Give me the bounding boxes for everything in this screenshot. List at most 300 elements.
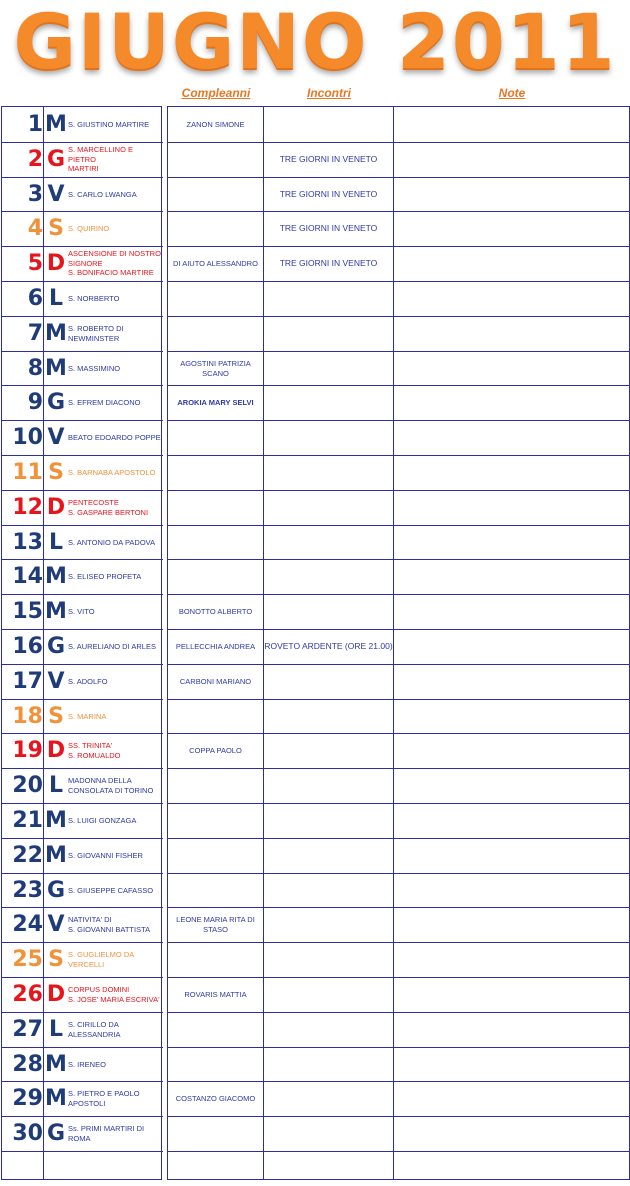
- saint-line: S. ELISEO PROFETA: [68, 571, 142, 581]
- saint-line: CONSOLATA DI TORINO: [68, 785, 154, 795]
- saint-text: [68, 1060, 106, 1070]
- saint-of-day: [68, 177, 162, 212]
- event-row: [168, 803, 630, 838]
- saint-line: S. ROMUALDO: [68, 750, 121, 760]
- day-number: 23: [12, 878, 43, 903]
- note-cell[interactable]: [394, 768, 630, 803]
- day-number: 22: [12, 843, 43, 868]
- meeting-cell[interactable]: TRE GIORNI IN VENETO: [279, 223, 378, 233]
- saint-text: [68, 915, 150, 934]
- weekday-letter: S: [48, 947, 64, 972]
- birthday-cell[interactable]: [168, 942, 263, 977]
- page-title: GIUGNO 2011: [13, 0, 617, 86]
- day-row: [2, 1047, 163, 1082]
- saint-text: [68, 851, 143, 861]
- column-header-notes: Note: [498, 86, 526, 100]
- note-cell[interactable]: [394, 246, 630, 281]
- birthday-cell[interactable]: [168, 177, 263, 212]
- saint-text: [68, 364, 120, 374]
- saint-of-day: [68, 559, 162, 594]
- saint-text: [68, 1124, 144, 1143]
- note-cell[interactable]: [394, 455, 630, 490]
- saint-of-day: [68, 907, 162, 942]
- birthday-cell[interactable]: [168, 699, 263, 734]
- meeting-cell[interactable]: TRE GIORNI IN VENETO: [279, 189, 378, 199]
- day-number: 15: [12, 599, 43, 624]
- day-number: 26: [12, 982, 43, 1007]
- day-number: 8: [27, 356, 43, 381]
- note-cell[interactable]: [394, 629, 630, 664]
- event-row: [168, 281, 630, 316]
- saint-of-day: [68, 1081, 162, 1116]
- saint-text: [68, 294, 119, 304]
- meeting-cell[interactable]: [264, 594, 393, 629]
- day-row: [2, 559, 163, 594]
- saint-line: SIGNORE: [68, 258, 103, 268]
- meeting-cell[interactable]: [264, 1116, 393, 1151]
- note-cell[interactable]: [394, 1047, 630, 1082]
- saint-line: NEWMINSTER: [68, 333, 120, 343]
- saint-line: S. CARLO LWANGA: [68, 189, 137, 199]
- day-row: [2, 177, 163, 212]
- saint-line: S. ANTONIO DA PADOVA: [68, 537, 156, 547]
- day-row: [2, 594, 163, 629]
- day-row: [2, 664, 163, 699]
- note-cell[interactable]: [394, 838, 630, 873]
- saint-line: S. GIOVANNI BATTISTA: [68, 924, 151, 934]
- birthday-cell[interactable]: ROVARIS MATTIA: [184, 989, 247, 999]
- day-row: [2, 768, 163, 803]
- saint-text: [68, 642, 156, 652]
- saint-text: [68, 1020, 121, 1039]
- birthday-cell[interactable]: [168, 838, 263, 873]
- birthday-cell[interactable]: [168, 281, 263, 316]
- weekday-letter: M: [45, 112, 67, 137]
- day-number: 1: [27, 112, 43, 137]
- saint-text: [68, 249, 161, 278]
- note-cell[interactable]: [394, 281, 630, 316]
- saint-text: [68, 398, 141, 408]
- event-row: [168, 977, 630, 1012]
- day-row: [2, 733, 163, 768]
- day-row: [2, 907, 163, 942]
- event-row: [168, 1116, 630, 1151]
- saint-text: [68, 224, 109, 234]
- saint-line: S. CIRILLO DA: [68, 1020, 119, 1029]
- saint-line: Ss. PRIMI MARTIRI DI: [68, 1124, 145, 1133]
- event-row: [168, 525, 630, 560]
- column-header-meetings: Incontri: [307, 86, 351, 100]
- saint-line: S. AURELIANO DI ARLES: [68, 641, 156, 651]
- meeting-cell[interactable]: TRE GIORNI IN VENETO: [279, 258, 378, 268]
- meeting-cell[interactable]: TRE GIORNI IN VENETO: [279, 154, 378, 164]
- saint-line: SS. TRINITA': [68, 741, 113, 750]
- day-row: [2, 385, 163, 420]
- event-row: [168, 142, 630, 177]
- note-cell[interactable]: [394, 594, 630, 629]
- day-row: [2, 246, 163, 281]
- saint-line: MADONNA DELLA: [68, 776, 132, 785]
- day-number: 6: [27, 286, 43, 311]
- note-cell[interactable]: [394, 316, 630, 351]
- day-row: [2, 977, 163, 1012]
- saint-line: ROMA: [68, 1133, 91, 1143]
- saint-line: S. VITO: [68, 606, 95, 616]
- meeting-cell[interactable]: [264, 664, 393, 699]
- birthday-cell[interactable]: BONOTTO ALBERTO: [178, 606, 253, 616]
- day-row: [2, 1012, 163, 1047]
- weekday-letter: M: [45, 808, 67, 833]
- event-row: [168, 594, 630, 629]
- birthday-cell[interactable]: AROKIA MARY SELVI: [177, 397, 254, 407]
- saint-of-day: [68, 977, 162, 1012]
- event-row: [168, 385, 630, 420]
- saint-of-day: [68, 1047, 162, 1082]
- day-number: 10: [12, 425, 43, 450]
- day-number: 25: [12, 947, 43, 972]
- weekday-letter: G: [46, 634, 66, 659]
- meeting-cell[interactable]: [264, 559, 393, 594]
- note-cell[interactable]: [394, 873, 630, 908]
- meeting-cell[interactable]: [264, 838, 393, 873]
- saint-text: [68, 741, 121, 760]
- birthday-cell[interactable]: [168, 316, 263, 351]
- birthday-cell[interactable]: [168, 1116, 263, 1151]
- day-number: 16: [12, 634, 43, 659]
- day-number: 20: [12, 773, 43, 798]
- saint-line: S. EFREM DIACONO: [68, 397, 141, 407]
- birthday-cell[interactable]: [168, 1012, 263, 1047]
- saint-of-day: [68, 873, 162, 908]
- day-number: 11: [12, 460, 43, 485]
- meeting-cell[interactable]: [264, 385, 393, 420]
- saint-line: NATIVITA' DI: [68, 915, 112, 924]
- weekday-letter: D: [46, 982, 66, 1007]
- saint-line: BEATO EDOARDO POPPE: [68, 432, 161, 442]
- weekday-letter: L: [48, 530, 64, 555]
- meeting-cell[interactable]: [264, 907, 393, 942]
- birthday-cell[interactable]: [168, 455, 263, 490]
- event-row: [168, 177, 630, 212]
- meeting-cell[interactable]: [264, 525, 393, 560]
- note-cell[interactable]: [394, 664, 630, 699]
- day-number: 21: [12, 808, 43, 833]
- saint-line: S. IRENEO: [68, 1059, 106, 1069]
- event-row: [168, 838, 630, 873]
- day-number: 30: [12, 1121, 43, 1146]
- weekday-letter: M: [45, 564, 67, 589]
- note-cell[interactable]: [394, 803, 630, 838]
- event-row: [168, 699, 630, 734]
- weekday-letter: M: [45, 1086, 67, 1111]
- day-number: 3: [27, 182, 43, 207]
- note-cell[interactable]: [394, 1116, 630, 1151]
- event-row: [168, 1151, 630, 1186]
- meeting-cell[interactable]: [264, 977, 393, 1012]
- saint-text: [68, 816, 136, 826]
- birthday-cell[interactable]: [168, 1151, 263, 1186]
- day-row: [2, 351, 163, 386]
- weekday-letter: V: [47, 669, 65, 694]
- saint-of-day: [68, 490, 162, 525]
- saint-text: [68, 572, 141, 582]
- saint-of-day: [68, 699, 162, 734]
- saint-of-day: [68, 803, 162, 838]
- weekday-letter: L: [48, 773, 64, 798]
- day-number: 4: [27, 216, 43, 241]
- day-number: 27: [12, 1017, 43, 1042]
- birthday-cell[interactable]: DI AIUTO ALESSANDRO: [173, 258, 258, 268]
- note-cell[interactable]: [394, 385, 630, 420]
- event-row: [168, 316, 630, 351]
- saint-text: [68, 677, 108, 687]
- saint-of-day: [68, 281, 162, 316]
- saint-line: S. GASPARE BERTONI: [68, 507, 149, 517]
- events-table: [167, 106, 630, 1180]
- saint-line: VERCELLI: [68, 959, 105, 969]
- event-row: [168, 768, 630, 803]
- weekday-letter: G: [46, 147, 66, 172]
- day-row: [2, 873, 163, 908]
- birthday-cell[interactable]: [168, 768, 263, 803]
- meeting-cell[interactable]: [264, 455, 393, 490]
- meeting-cell[interactable]: [264, 733, 393, 768]
- saint-of-day: [68, 142, 162, 177]
- saint-text: [68, 712, 106, 722]
- saint-of-day: [68, 664, 162, 699]
- note-cell[interactable]: [394, 490, 630, 525]
- note-cell[interactable]: [394, 1151, 630, 1186]
- meeting-cell[interactable]: [264, 1012, 393, 1047]
- birthday-cell[interactable]: ZANON SIMONE: [186, 119, 245, 129]
- day-row: [2, 838, 163, 873]
- event-row: [168, 664, 630, 699]
- note-cell[interactable]: [394, 525, 630, 560]
- saint-line: S. LUIGI GONZAGA: [68, 815, 137, 825]
- saint-text: [68, 538, 155, 548]
- saint-line: CORPUS DOMINI: [68, 985, 130, 994]
- saint-line: S. GIUSEPPE CAFASSO: [68, 885, 154, 895]
- saint-line: S. ADOLFO: [68, 676, 108, 686]
- saint-of-day: [68, 420, 162, 455]
- weekday-letter: D: [46, 738, 66, 763]
- birthday-cell[interactable]: [168, 525, 263, 560]
- note-cell[interactable]: [394, 942, 630, 977]
- event-row: [168, 873, 630, 908]
- meeting-cell[interactable]: [264, 873, 393, 908]
- birthday-cell[interactable]: PELLECCHIA ANDREA: [175, 641, 256, 651]
- note-cell[interactable]: [394, 420, 630, 455]
- weekday-letter: M: [45, 356, 67, 381]
- saint-of-day: [68, 107, 162, 142]
- weekday-letter: D: [46, 251, 66, 276]
- meeting-cell[interactable]: [264, 1081, 393, 1116]
- birthday-cell[interactable]: [168, 420, 263, 455]
- saint-text: [68, 498, 148, 517]
- saint-text: [68, 190, 137, 200]
- note-cell[interactable]: [394, 907, 630, 942]
- event-row: [168, 1047, 630, 1082]
- day-number: 2: [27, 147, 43, 172]
- saint-line: S. BARNABA APOSTOLO: [68, 467, 156, 477]
- note-cell[interactable]: [394, 699, 630, 734]
- saint-line: S. GUGLIELMO DA: [68, 950, 135, 959]
- day-row: [2, 1081, 163, 1116]
- saint-text: [68, 950, 134, 969]
- weekday-letter: G: [46, 1121, 66, 1146]
- saint-of-day: [68, 594, 162, 629]
- birthday-cell[interactable]: COSTANZO GIACOMO: [175, 1093, 256, 1103]
- event-row: [168, 942, 630, 977]
- day-number: 19: [12, 738, 43, 763]
- day-number: 14: [12, 564, 43, 589]
- saint-line: S. MARINA: [68, 711, 107, 721]
- day-row: [2, 525, 163, 560]
- birthday-cell[interactable]: CARBONI MARIANO: [179, 676, 252, 686]
- saint-text: [68, 145, 162, 174]
- day-row: [2, 490, 163, 525]
- day-number: 12: [12, 495, 43, 520]
- note-cell[interactable]: [394, 177, 630, 212]
- meeting-cell[interactable]: [264, 420, 393, 455]
- weekday-letter: V: [47, 182, 65, 207]
- meeting-cell[interactable]: [264, 316, 393, 351]
- weekday-letter: G: [46, 390, 66, 415]
- note-cell[interactable]: [394, 733, 630, 768]
- saint-line: S. ROBERTO DI: [68, 324, 124, 333]
- event-row: [168, 420, 630, 455]
- saint-text: [68, 1089, 140, 1108]
- saint-line: S. MASSIMINO: [68, 363, 121, 373]
- note-cell[interactable]: [394, 559, 630, 594]
- birthday-cell[interactable]: COPPA PAOLO: [189, 745, 242, 755]
- weekday-letter: M: [45, 1052, 67, 1077]
- saint-line: ALESSANDRIA: [68, 1029, 121, 1039]
- meeting-cell[interactable]: [264, 699, 393, 734]
- birthday-cell[interactable]: [168, 873, 263, 908]
- saint-line: S. MARCELLINO E PIETRO: [68, 145, 134, 164]
- birthday-cell[interactable]: LEONE MARIA RITA DI STASO: [176, 914, 255, 934]
- day-row: [2, 942, 163, 977]
- weekday-letter: L: [48, 1017, 64, 1042]
- saint-of-day: [68, 629, 162, 664]
- meeting-cell[interactable]: [264, 107, 393, 142]
- saint-of-day: [68, 455, 162, 490]
- birthday-cell[interactable]: AGOSTINI PATRIZIA SCANO: [180, 358, 251, 378]
- day-row: [2, 455, 163, 490]
- birthday-cell[interactable]: [168, 211, 263, 246]
- weekday-letter: D: [46, 495, 66, 520]
- note-cell[interactable]: [394, 142, 630, 177]
- column-header-birthdays: Compleanni: [181, 86, 251, 100]
- note-cell[interactable]: [394, 211, 630, 246]
- weekday-letter: V: [47, 425, 65, 450]
- day-number: 9: [27, 390, 43, 415]
- saint-text: [68, 468, 155, 478]
- day-number: 29: [12, 1086, 43, 1111]
- saint-of-day: [68, 1116, 162, 1151]
- event-row: [168, 107, 630, 142]
- note-cell[interactable]: [394, 977, 630, 1012]
- note-cell[interactable]: [394, 1012, 630, 1047]
- event-row: [168, 559, 630, 594]
- day-number: 13: [12, 530, 43, 555]
- saint-of-day: [68, 1012, 162, 1047]
- day-number: 7: [27, 321, 43, 346]
- meeting-cell[interactable]: [264, 1151, 393, 1186]
- weekday-letter: S: [48, 460, 64, 485]
- weekday-letter: M: [45, 843, 67, 868]
- day-row: [2, 803, 163, 838]
- birthday-cell[interactable]: [168, 142, 263, 177]
- saint-line: S. GIUSTINO MARTIRE: [68, 119, 150, 129]
- note-cell[interactable]: [394, 1081, 630, 1116]
- saint-line: ASCENSIONE DI NOSTRO: [68, 249, 161, 259]
- saint-of-day: [68, 316, 162, 351]
- saint-of-day: [68, 942, 162, 977]
- saint-line: S. GIOVANNI FISHER: [68, 850, 143, 860]
- birthday-cell[interactable]: [168, 490, 263, 525]
- day-row: [2, 316, 163, 351]
- weekday-letter: G: [46, 878, 66, 903]
- weekday-letter: V: [47, 912, 65, 937]
- weekday-letter: M: [45, 321, 67, 346]
- meeting-cell[interactable]: ROVETO ARDENTE (ORE 21.00): [264, 641, 393, 651]
- saint-text: [68, 985, 160, 1004]
- birthday-cell[interactable]: [168, 559, 263, 594]
- saint-of-day: [68, 768, 162, 803]
- meeting-cell[interactable]: [264, 768, 393, 803]
- meeting-cell[interactable]: [264, 803, 393, 838]
- event-row: [168, 455, 630, 490]
- day-row: [2, 420, 163, 455]
- meeting-cell[interactable]: [264, 1047, 393, 1082]
- saint-text: [68, 886, 153, 896]
- meeting-cell[interactable]: [264, 942, 393, 977]
- event-row: [168, 490, 630, 525]
- saint-of-day: [68, 385, 162, 420]
- day-row: [2, 142, 163, 177]
- day-row: [2, 629, 163, 664]
- saint-of-day: [68, 733, 162, 768]
- saint-line: S. JOSE' MARIA ESCRIVA': [68, 994, 160, 1004]
- event-row: [168, 351, 630, 386]
- event-row: [168, 1012, 630, 1047]
- saint-line: MARTIRI: [68, 164, 99, 174]
- day-row: [2, 281, 163, 316]
- event-row: [168, 211, 630, 246]
- birthday-cell[interactable]: [168, 803, 263, 838]
- saint-text: [68, 433, 161, 443]
- day-number: 5: [27, 251, 43, 276]
- meeting-cell[interactable]: [264, 281, 393, 316]
- saint-line: S. QUIRINO: [68, 223, 110, 233]
- saint-of-day: [68, 838, 162, 873]
- day-row: [2, 211, 163, 246]
- day-number: 24: [12, 912, 43, 937]
- birthday-cell[interactable]: [168, 1047, 263, 1082]
- day-number: 28: [12, 1052, 43, 1077]
- day-list-table: [1, 106, 162, 1180]
- meeting-cell[interactable]: [264, 351, 393, 386]
- saint-line: APOSTOLI: [68, 1098, 106, 1108]
- saint-of-day: [68, 525, 162, 560]
- meeting-cell[interactable]: [264, 490, 393, 525]
- event-row: [168, 246, 630, 281]
- note-cell[interactable]: [394, 107, 630, 142]
- saint-line: S. NORBERTO: [68, 293, 120, 303]
- note-cell[interactable]: [394, 351, 630, 386]
